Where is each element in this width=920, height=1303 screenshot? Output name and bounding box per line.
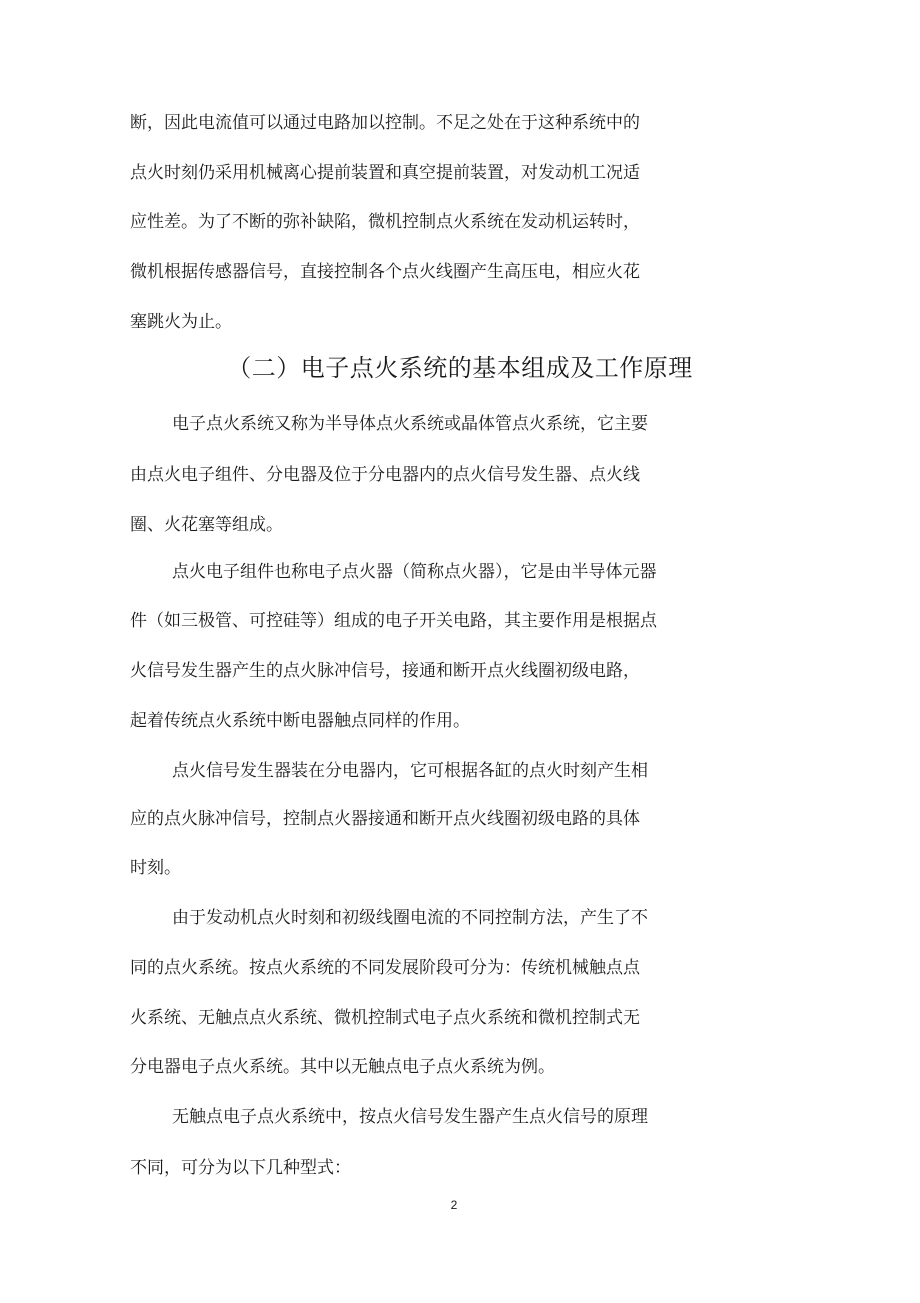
text-line: 应性差。为了不断的弥补缺陷，微机控制点火系统在发动机运转时， [130, 212, 640, 232]
text-line: 不同，可分为以下几种型式： [130, 1158, 351, 1178]
text-line: 应的点火脉冲信号，控制点火器接通和断开点火线圈初级电路的具体 [130, 809, 640, 829]
text-line: 无触点电子点火系统中，按点火信号发生器产生点火信号的原理 [172, 1107, 648, 1127]
text-line: 断，因此电流值可以通过电路加以控制。不足之处在于这种系统中的 [130, 113, 640, 133]
text-line: 圈、火花塞等组成。 [130, 515, 283, 535]
text-line: 时刻。 [130, 858, 181, 878]
text-line: 火系统、无触点点火系统、微机控制式电子点火系统和微机控制式无 [130, 1008, 640, 1028]
text-line: 点火时刻仍采用机械离心提前装置和真空提前装置，对发动机工况适 [130, 163, 640, 183]
text-line: 由于发动机点火时刻和初级线圈电流的不同控制方法，产生了不 [172, 908, 648, 928]
text-line: 起着传统点火系统中断电器触点同样的作用。 [130, 711, 470, 731]
text-line: 同的点火系统。按点火系统的不同发展阶段可分为：传统机械触点点 [130, 958, 640, 978]
text-line: 分电器电子点火系统。其中以无触点电子点火系统为例。 [130, 1057, 555, 1077]
text-line: 件（如三极管、可控硅等）组成的电子开关电路，其主要作用是根据点 [130, 611, 657, 631]
page-number: 2 [450, 1198, 458, 1212]
text-line: 点火信号发生器装在分电器内，它可根据各缸的点火时刻产生相 [172, 761, 648, 781]
text-line: 点火电子组件也称电子点火器（简称点火器），它是由半导体元器 [172, 562, 657, 582]
text-line: 微机根据传感器信号，直接控制各个点火线圈产生高压电，相应火花 [130, 262, 640, 282]
text-line: 塞跳火为止。 [130, 312, 232, 332]
text-line: 电子点火系统又称为半导体点火系统或晶体管点火系统，它主要 [172, 414, 648, 434]
section-heading: （二）电子点火系统的基本组成及工作原理 [227, 354, 693, 382]
text-line: 火信号发生器产生的点火脉冲信号，接通和断开点火线圈初级电路， [130, 661, 640, 681]
text-line: 由点火电子组件、分电器及位于分电器内的点火信号发生器、点火线 [130, 465, 640, 485]
